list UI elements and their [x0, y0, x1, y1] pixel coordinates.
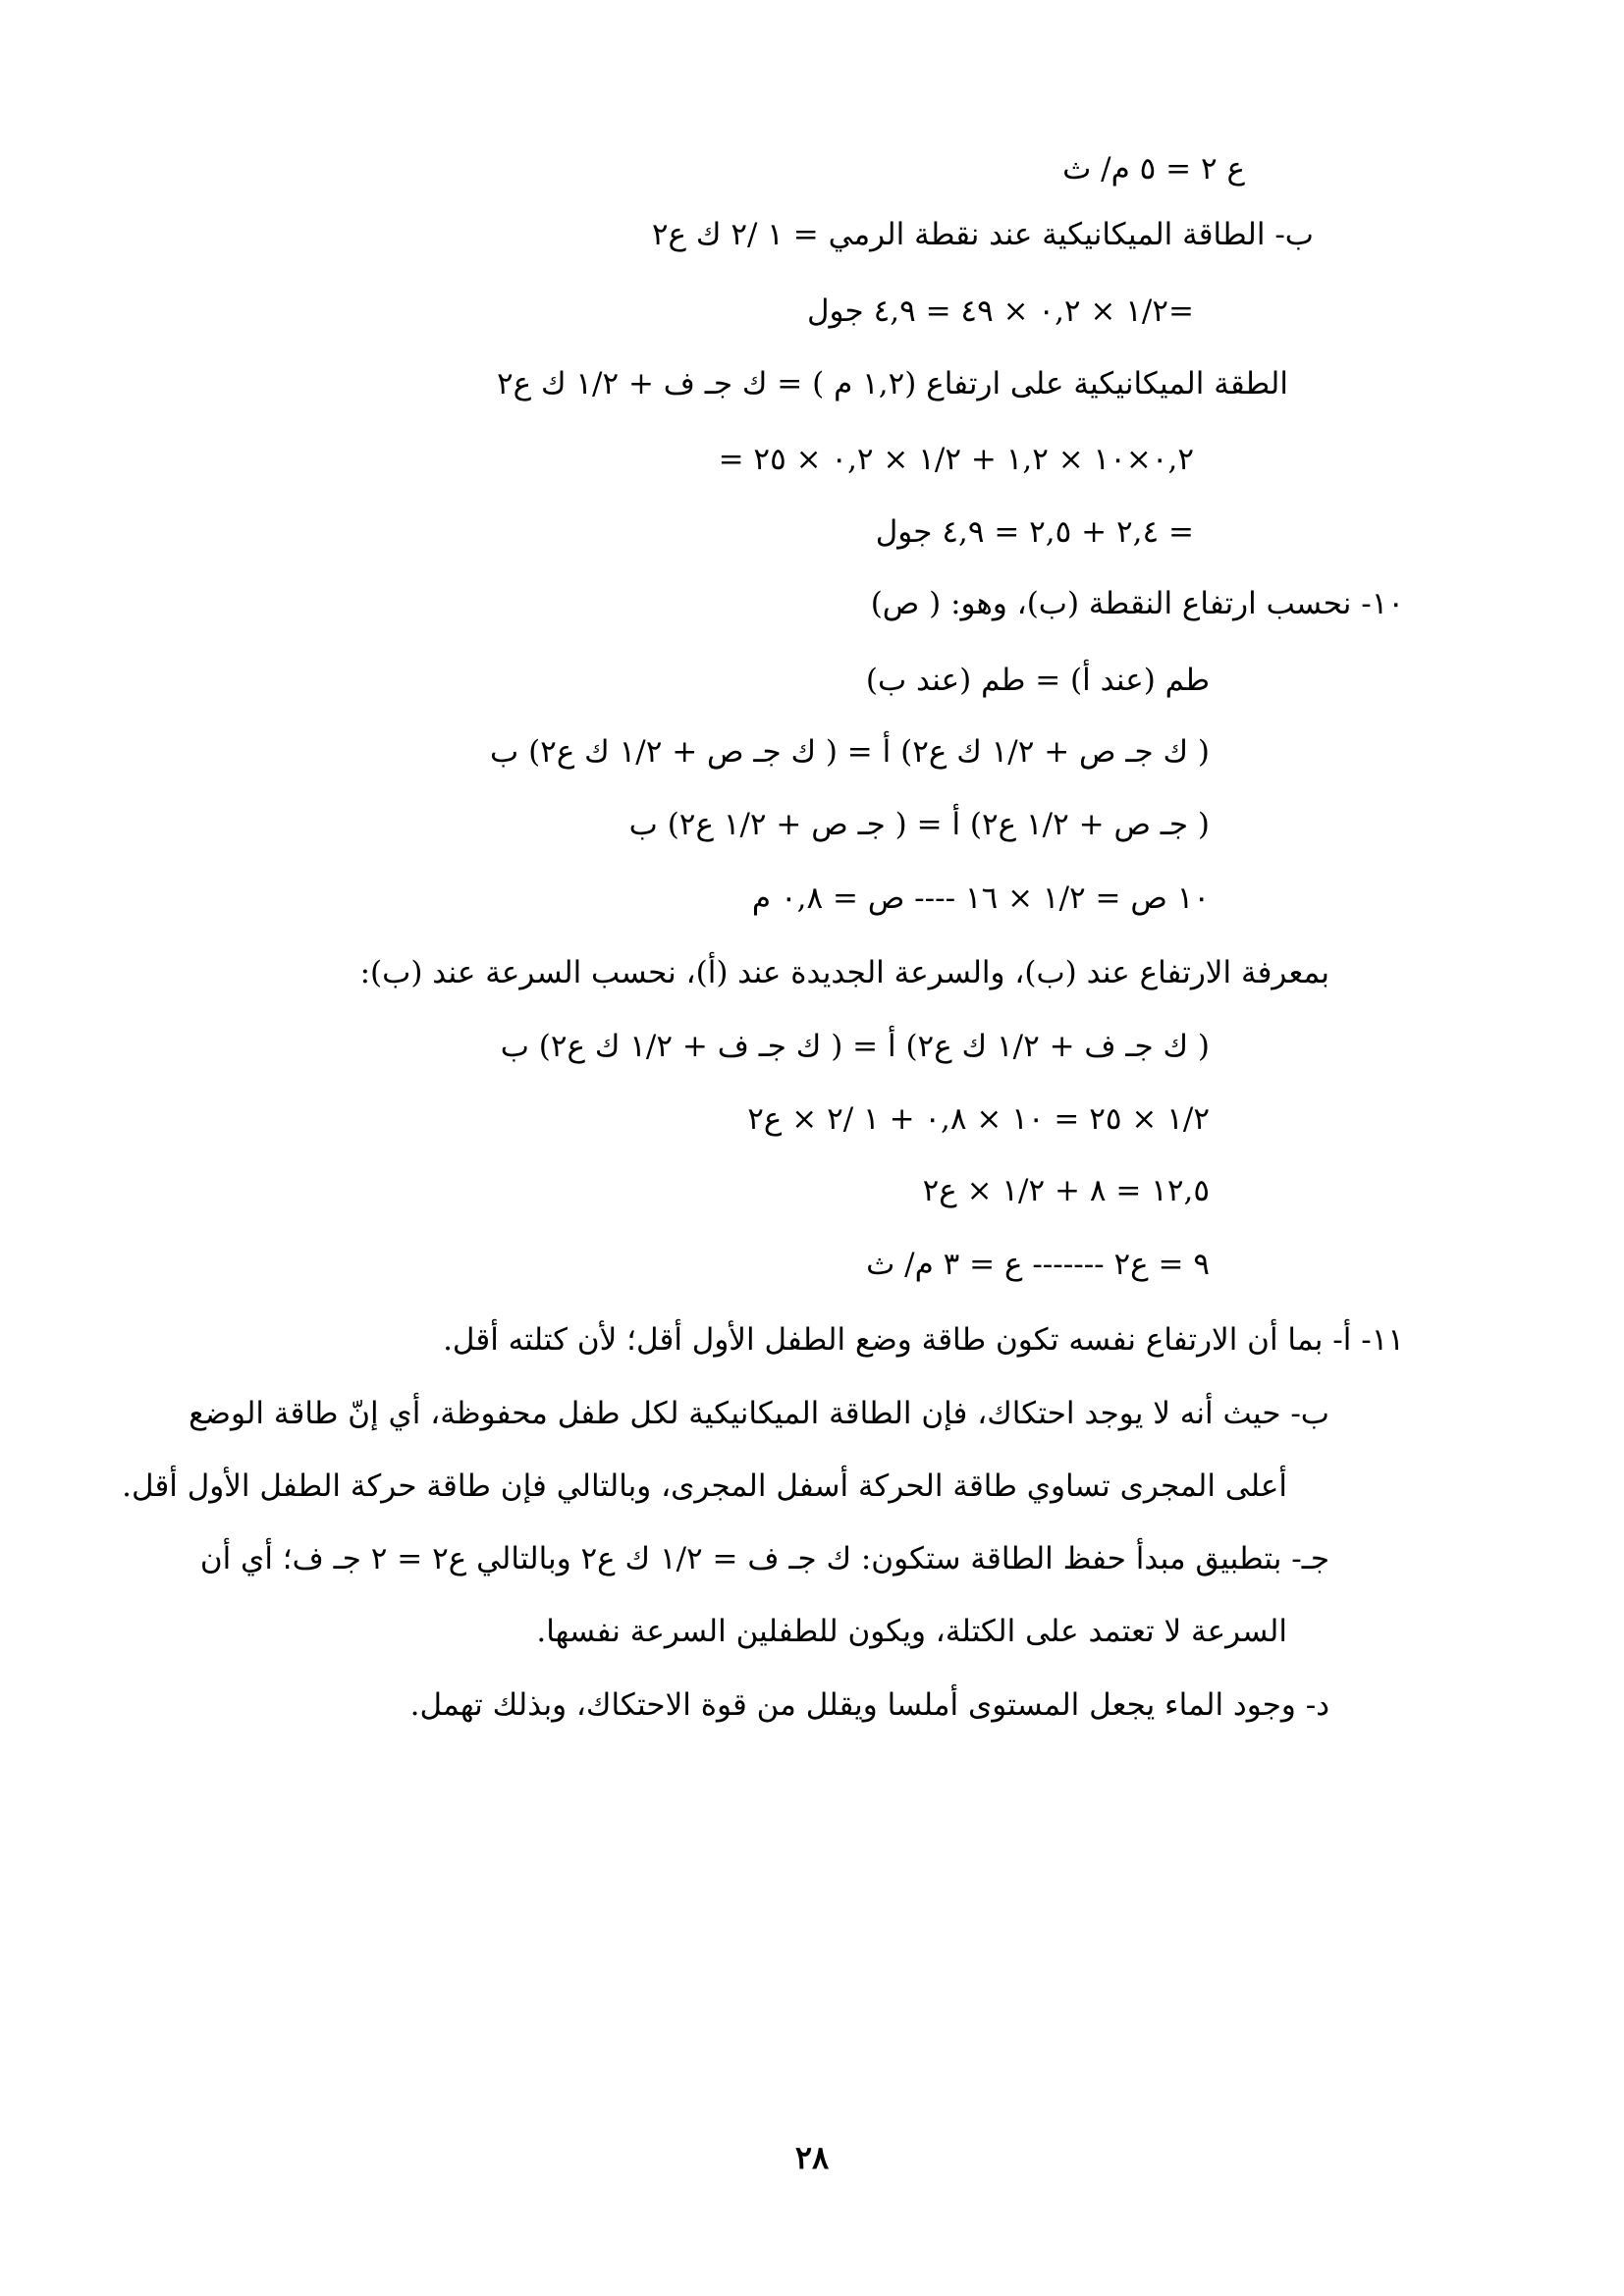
equation-line: ١٠ ص = ١/٢ × ١٦ ---- ص = ٠,٨ م	[751, 881, 1210, 916]
mechanical-energy-height: الطقة الميكانيكية على ارتفاع (١,٢ م ) = ك جـ ف + ١/٢ ك ع٢	[496, 366, 1288, 401]
equation-final-velocity: ع ٢ = ٥ م/ ث	[1062, 151, 1245, 187]
question-11-c: جـ- بتطبيق مبدأ حفظ الطاقة ستكون: ك جـ ف = ١/٢ ك ع٢ وبالتالي ع٢ = ٢ جـ ف؛ أي أن	[199, 1541, 1329, 1576]
page-number: ٢٨	[794, 2139, 830, 2176]
equation-line: ١/٢ × ٢٥ = ١٠ × ٠,٨ + ١ /٢ × ع٢	[747, 1101, 1210, 1137]
question-11-a: ١١- أ- بما أن الارتفاع نفسه تكون طاقة وضع الطفل الأول أقل؛ لأن كتلته أقل.	[443, 1322, 1404, 1358]
text-line: بمعرفة الارتفاع عند (ب)، والسرعة الجديدة عند (أ)، نحسب السرعة عند (ب):	[359, 955, 1329, 990]
mechanical-energy-launch: ب- الطاقة الميكانيكية عند نقطة الرمي = ١ /٢ ك ع٢	[651, 217, 1314, 252]
equation-line: ( ك جـ ص + ١/٢ ك ع٢) أ = ( ك جـ ص + ١/٢ ك ع٢) ب	[490, 734, 1210, 770]
equation-line: =١/٢ × ٠,٢ × ٤٩ = ٤,٩ جول	[807, 294, 1194, 329]
question-11-c-cont: السرعة لا تعتمد على الكتلة، ويكون للطفلين السرعة نفسها.	[536, 1614, 1287, 1649]
equation-line: = ٢,٤ + ٢,٥ = ٤,٩ جول	[875, 514, 1194, 550]
question-11-b: ب- حيث أنه لا يوجد احتكاك، فإن الطاقة الميكانيكية لكل طفل محفوظة، أي إنّ طاقة الوضع	[189, 1396, 1329, 1431]
question-11-b-cont: أعلى المجرى تساوي طاقة الحركة أسفل المجرى، وبالتالي فإن طاقة حركة الطفل الأول أقل.	[122, 1468, 1287, 1504]
equation-line: ٩ = ع٢ ------- ع = ٣ م/ ث	[866, 1247, 1210, 1282]
question-11-d: د- وجود الماء يجعل المستوى أملسا ويقلل من قوة الاحتكاك، وبذلك تهمل.	[409, 1687, 1329, 1723]
equation-line: ( جـ ص + ١/٢ ع٢) أ = ( جـ ص + ١/٢ ع٢) ب	[628, 807, 1210, 842]
equation-line: ( ك جـ ف + ١/٢ ك ع٢) أ = ( ك جـ ف + ١/٢ ك ع٢) ب	[500, 1029, 1210, 1064]
equation-line: طم (عند أ) = طم (عند ب)	[865, 663, 1210, 698]
equation-line: = ٠,٢×١٠ × ١,٢ + ١/٢ × ٠,٢ × ٢٥	[718, 442, 1194, 477]
question-10-heading: ١٠- نحسب ارتفاع النقطة (ب)، وهو: ( ص)	[870, 586, 1404, 621]
equation-line: ١٢,٥ = ٨ + ١/٢ × ع٢	[922, 1173, 1210, 1208]
